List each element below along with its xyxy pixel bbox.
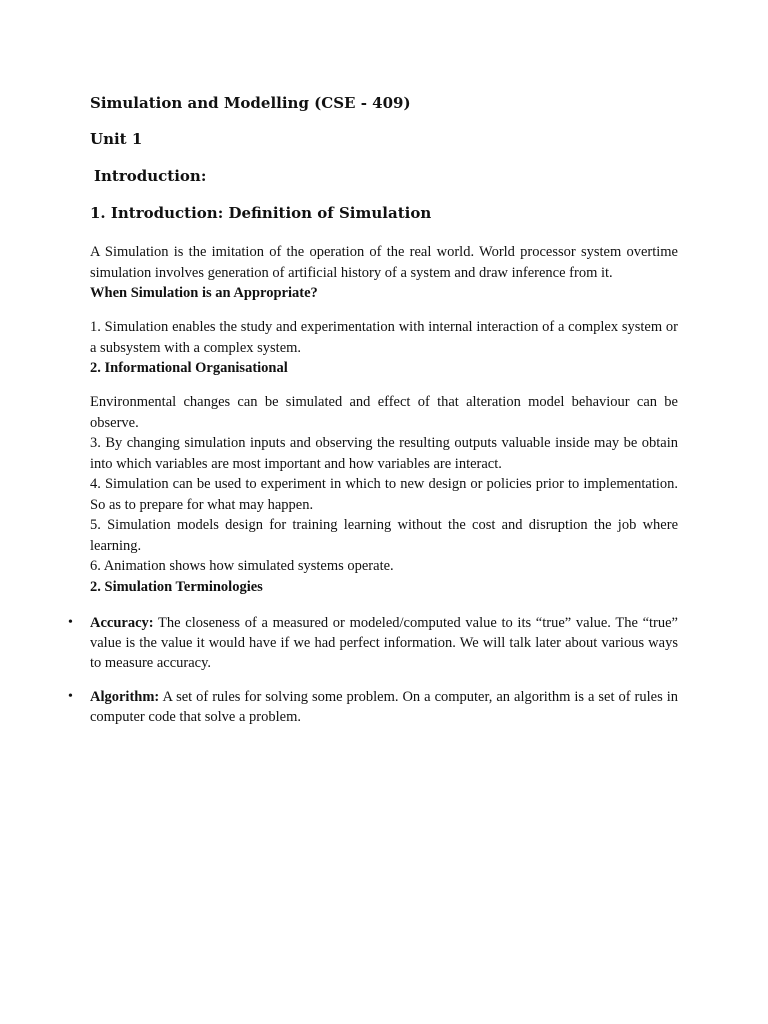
terminology-list <box>68 613 678 727</box>
term-definition: The closeness of a measured or modeled/computed value to its “true” value. The “true” value is the value it would have if we had perfect information. We will talk later about various ways to measure accuracy. <box>90 614 678 671</box>
term-label: Accuracy: <box>90 614 154 631</box>
unit-heading: Unit 1 <box>90 130 143 148</box>
bullet-icon: • <box>68 614 73 630</box>
list-item-accuracy <box>68 613 678 673</box>
point-5-paragraph: 5. Simulation models design for training learning without the cost and disruption the job where learning. <box>90 517 678 554</box>
introduction-heading: Introduction: <box>94 167 207 185</box>
when-appropriate-heading: When Simulation is an Appropriate? <box>90 285 318 301</box>
definition-heading: 1. Introduction: Definition of Simulation <box>90 204 432 222</box>
terminologies-heading: 2. Simulation Terminologies <box>90 578 263 595</box>
bullet-icon: • <box>68 688 73 704</box>
definition-paragraph: A Simulation is the imitation of the operation of the real world. World processor system overtime simulation involves generation of artificial history of a system and draw inference from it. <box>90 244 678 281</box>
point-4-paragraph: 4. Simulation can be used to experiment in which to new design or policies prior to implementation. So as to prepare for what may happen. <box>90 476 678 513</box>
term-definition: A set of rules for solving some problem. On a computer, an algorithm is a set of rules in computer code that solve a problem. <box>90 688 678 725</box>
point-3-paragraph: 3. By changing simulation inputs and observing the resulting outputs valuable inside may be obtain into which variables are most important and how variables are interact. <box>90 435 678 472</box>
document-title: Simulation and Modelling (CSE - 409) <box>90 94 411 112</box>
informational-organisational-heading: 2. Informational Organisational <box>90 360 288 376</box>
point-6-paragraph: 6. Animation shows how simulated systems operate. <box>90 558 394 574</box>
document-page <box>68 92 678 741</box>
informational-paragraph: Environmental changes can be simulated and effect of that alteration model behaviour can be observe. <box>90 394 678 431</box>
list-item-algorithm <box>68 687 678 727</box>
point-1-paragraph: 1. Simulation enables the study and experimentation with internal interaction of a complex system or a subsystem with a complex system. <box>90 319 678 356</box>
term-label: Algorithm: <box>90 688 160 705</box>
